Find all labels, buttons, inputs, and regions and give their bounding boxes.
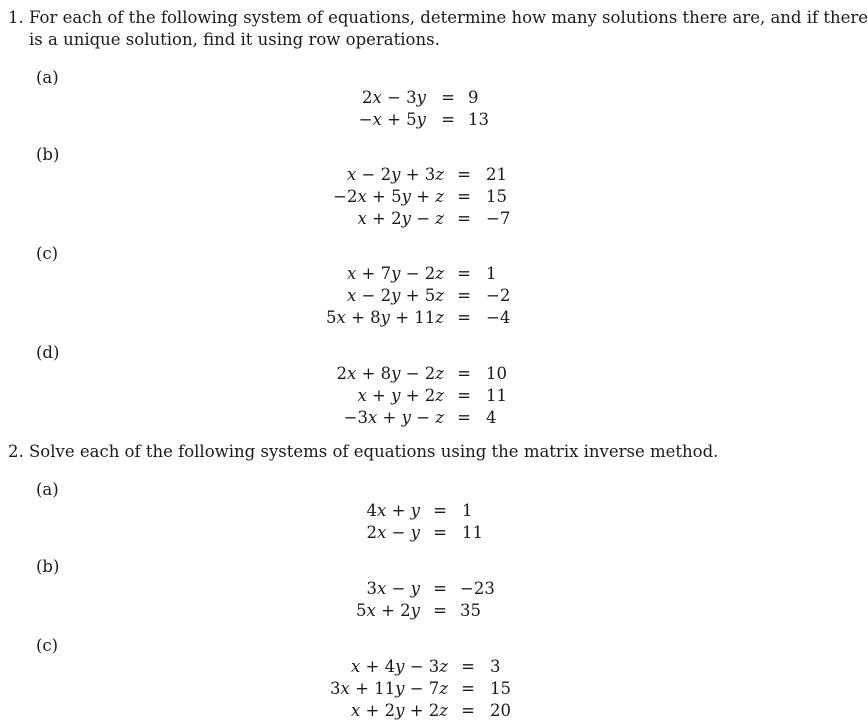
equals-sign: = xyxy=(461,701,475,720)
equation-rhs: −2 xyxy=(486,286,511,305)
equation-lhs: 2x + 8y − 2z xyxy=(336,364,444,383)
part-label: (a) xyxy=(36,480,59,499)
equals-sign: = xyxy=(441,110,455,129)
equation-lhs: −x + 5y xyxy=(358,110,426,129)
problem-1-number: 1. xyxy=(8,8,24,27)
equation-rhs: 1 xyxy=(486,264,497,283)
equals-sign: = xyxy=(457,165,471,184)
equation-lhs: 5x + 2y xyxy=(356,601,420,620)
equation-lhs: 2x − 3y xyxy=(362,88,426,107)
equation-lhs: x + y + 2z xyxy=(357,386,444,405)
equals-sign: = xyxy=(441,88,455,107)
equals-sign: = xyxy=(457,209,471,228)
problem-2-number: 2. xyxy=(8,442,24,461)
equals-sign: = xyxy=(457,308,471,327)
part-label: (c) xyxy=(36,244,59,263)
equation-lhs: x − 2y + 3z xyxy=(347,165,444,184)
equation-rhs: 3 xyxy=(490,657,501,676)
equals-sign: = xyxy=(457,264,471,283)
problem-2-text: Solve each of the following systems of equations using the matrix inverse method. xyxy=(29,442,719,461)
equation-lhs: x + 4y − 3z xyxy=(351,657,448,676)
equals-sign: = xyxy=(457,408,471,427)
equation-lhs: 5x + 8y + 11z xyxy=(326,308,444,327)
equation-rhs: −4 xyxy=(486,308,511,327)
equation-lhs: x + 7y − 2z xyxy=(347,264,444,283)
equals-sign: = xyxy=(433,523,447,542)
equation-rhs: 11 xyxy=(486,386,507,405)
equation-lhs: 4x + y xyxy=(366,501,420,520)
equals-sign: = xyxy=(433,501,447,520)
equals-sign: = xyxy=(457,364,471,383)
equation-rhs: 15 xyxy=(486,187,507,206)
equation-rhs: 15 xyxy=(490,679,511,698)
equation-rhs: 11 xyxy=(462,523,483,542)
equals-sign: = xyxy=(457,286,471,305)
equation-rhs: 20 xyxy=(490,701,511,720)
equals-sign: = xyxy=(461,679,475,698)
equation-rhs: 1 xyxy=(462,501,473,520)
part-label: (d) xyxy=(36,343,60,362)
equation-rhs: 9 xyxy=(468,88,479,107)
equation-rhs: 4 xyxy=(486,408,497,427)
equation-rhs: 35 xyxy=(460,601,481,620)
equation-rhs: 10 xyxy=(486,364,507,383)
problem-1-text-line2: is a unique solution, find it using row operations. xyxy=(29,30,440,49)
equation-lhs: 2x − y xyxy=(366,523,420,542)
equals-sign: = xyxy=(433,601,447,620)
equation-lhs: −2x + 5y + z xyxy=(333,187,444,206)
problem-1-text-line1: For each of the following system of equations, determine how many solutions there are, and if there xyxy=(29,8,868,27)
equals-sign: = xyxy=(433,579,447,598)
equation-rhs: −23 xyxy=(460,579,495,598)
equation-rhs: −7 xyxy=(486,209,511,228)
equation-lhs: x − 2y + 5z xyxy=(347,286,444,305)
equals-sign: = xyxy=(461,657,475,676)
equals-sign: = xyxy=(457,386,471,405)
equation-lhs: 3x + 11y − 7z xyxy=(330,679,448,698)
equation-lhs: −3x + y − z xyxy=(343,408,444,427)
equation-rhs: 13 xyxy=(468,110,489,129)
part-label: (a) xyxy=(36,68,59,87)
equals-sign: = xyxy=(457,187,471,206)
equation-rhs: 21 xyxy=(486,165,507,184)
part-label: (b) xyxy=(36,557,60,576)
equation-lhs: 3x − y xyxy=(366,579,420,598)
part-label: (b) xyxy=(36,145,60,164)
equation-lhs: x + 2y + 2z xyxy=(351,701,448,720)
part-label: (c) xyxy=(36,636,59,655)
equation-lhs: x + 2y − z xyxy=(357,209,444,228)
